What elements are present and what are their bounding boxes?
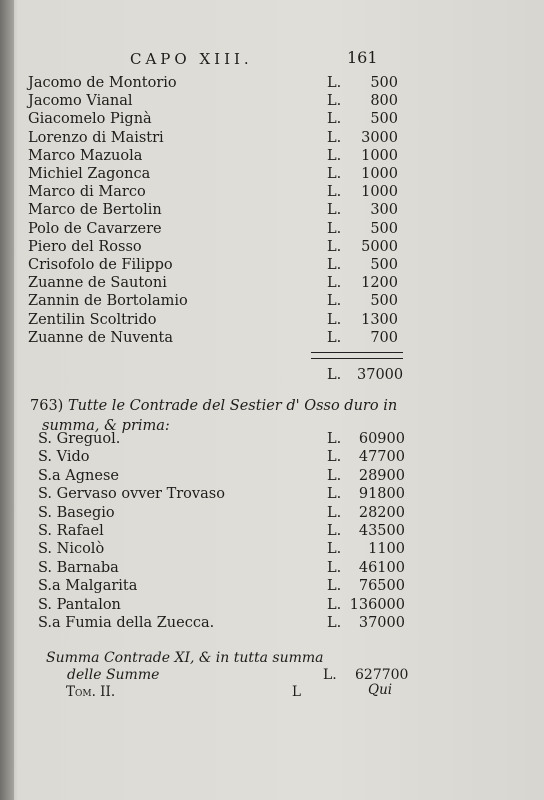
entry-name: S. Vido: [38, 449, 90, 466]
list-item: [28, 110, 398, 128]
entry-name: Marco di Marco: [28, 184, 146, 201]
entry-name: S.a Fumia della Zuecca.: [38, 615, 215, 631]
entry-amount: 300: [370, 202, 398, 219]
list-item: [38, 614, 405, 632]
entry-amount: 500: [370, 257, 398, 273]
entry-amount: 1000: [361, 166, 398, 182]
entry-name: S. Basegio: [38, 504, 115, 521]
list-item: [38, 540, 405, 558]
entry-lira: L.: [327, 449, 342, 466]
entry-lira: L.: [327, 615, 342, 631]
entry-lira: L.: [327, 541, 342, 558]
entry-name: Jacomo Vianal: [28, 93, 133, 110]
list-item: [28, 220, 398, 238]
entry-name: Giacomelo Pignà: [28, 111, 152, 128]
list-item: [38, 467, 405, 485]
entry-name: S. Pantalon: [38, 596, 121, 613]
entry-name: S.a Agnese: [38, 467, 119, 484]
list-item: [38, 559, 405, 577]
entry-amount: 500: [370, 111, 398, 128]
entry-name: Jacomo de Montorio: [28, 75, 177, 91]
entry-amount: 76500: [358, 578, 405, 595]
entry-lira: L.: [327, 596, 342, 613]
list-item: [28, 147, 398, 165]
entry-lira: L.: [327, 75, 342, 91]
list-item: [38, 485, 405, 503]
entry-amount: 43500: [358, 523, 405, 539]
entry-lira: L.: [327, 467, 342, 484]
entry-lira: L.: [327, 329, 342, 346]
entry-lira: L.: [327, 129, 342, 146]
entry-lira: L.: [327, 275, 342, 292]
entry-lira: L.: [327, 431, 342, 447]
section-number: 763): [30, 398, 64, 414]
summary-line2: delle Summe: [67, 667, 160, 683]
list-item: [38, 430, 405, 448]
entry-lira: L.: [327, 147, 342, 164]
list-item: [28, 256, 398, 274]
list-item: [38, 577, 405, 595]
entry-lira: L.: [327, 311, 342, 328]
entry-amount: 500: [370, 220, 398, 237]
entry-lira: L.: [327, 238, 342, 255]
running-header: [0, 48, 544, 70]
entry-amount: 3000: [361, 129, 398, 146]
entry-lira: L.: [327, 111, 342, 128]
list-item: [28, 238, 398, 256]
summary-amount: 627700: [355, 667, 409, 683]
list-item: [28, 329, 398, 347]
section-heading-line1: Tutte le Contrade del Sestier d' Osso duro in: [67, 398, 398, 414]
entry-amount: 37000: [358, 615, 405, 631]
summary-line1: Summa Contrade XI, & in tutta summa: [46, 650, 324, 666]
entry-amount: 5000: [361, 238, 398, 255]
entry-amount: 500: [370, 293, 398, 310]
list-item: [28, 274, 398, 292]
list-item: [28, 201, 398, 219]
signature-mark: L: [292, 684, 301, 700]
entry-amount: 1000: [361, 184, 398, 201]
entry-lira: L.: [327, 504, 342, 521]
entry-name: S. Greguol.: [38, 431, 121, 447]
entry-amount: 1100: [368, 541, 405, 558]
entry-amount: 91800: [358, 486, 405, 503]
entry-lira: L.: [327, 293, 342, 310]
entry-lira: L.: [327, 523, 342, 539]
entry-amount: 1300: [361, 311, 398, 328]
entry-lira: L.: [327, 184, 342, 201]
entry-name: Marco de Bertolin: [28, 202, 162, 219]
entry-lira: L.: [327, 559, 342, 576]
page-footer: [0, 680, 544, 700]
entry-lira: L.: [327, 166, 342, 182]
list-item: [28, 92, 398, 110]
entry-amount: 800: [370, 93, 398, 110]
entry-amount: 28200: [358, 504, 405, 521]
entry-name: Marco Mazuola: [28, 147, 143, 164]
list-item: [38, 522, 405, 540]
entry-name: Michiel Zagonca: [28, 166, 151, 182]
list-item: [28, 165, 398, 183]
list-item: [28, 183, 398, 201]
list-item: [28, 292, 398, 310]
total-lira: L.: [327, 367, 342, 383]
list-item: [38, 596, 405, 614]
entry-name: Zuanne de Nuventa: [28, 329, 174, 346]
entry-name: Piero del Rosso: [28, 238, 142, 255]
entry-name: Zannin de Bortolamio: [28, 293, 188, 310]
section-heading-line2: summa, & prima:: [42, 418, 170, 434]
entry-amount: 28900: [358, 467, 405, 484]
entry-name: S. Gervaso ovver Trovaso: [38, 486, 225, 503]
entry-amount: 1000: [361, 147, 398, 164]
entry-lira: L.: [327, 578, 342, 595]
entry-amount: 1200: [361, 275, 398, 292]
entry-amount: 60900: [358, 431, 405, 447]
list-total: [327, 367, 404, 383]
entry-amount: 700: [370, 329, 398, 346]
entry-lira: L.: [327, 93, 342, 110]
entry-name: S. Barnaba: [38, 559, 119, 576]
summary-lira: L.: [323, 667, 337, 683]
list-item: [38, 504, 405, 522]
entry-lira: L.: [327, 220, 342, 237]
page-number: 161: [347, 48, 378, 67]
total-rule: [311, 352, 403, 359]
entry-amount: 500: [370, 75, 398, 91]
entry-name: S. Rafael: [38, 523, 104, 539]
entry-amount: 46100: [358, 559, 405, 576]
entry-name: Zentilin Scoltrido: [28, 311, 157, 328]
total-amount: 37000: [357, 367, 404, 383]
chapter-title: CAPO XIII.: [130, 50, 253, 68]
entry-name: S.a Malgarita: [38, 578, 138, 595]
entry-name: Crisofolo de Filippo: [28, 257, 173, 273]
entry-amount: 136000: [349, 596, 405, 613]
entry-amount: 47700: [358, 449, 405, 466]
list-item: [38, 448, 405, 466]
tome-label: Tom. II.: [66, 684, 116, 700]
list-item: [28, 129, 398, 147]
entry-name: Lorenzo di Maistri: [28, 129, 164, 146]
entry-lira: L.: [327, 486, 342, 503]
list-item: [28, 74, 398, 92]
entry-name: Polo de Cavarzere: [28, 220, 162, 237]
entry-lira: L.: [327, 257, 342, 273]
entry-name: Zuanne de Sautoni: [28, 275, 167, 292]
entry-lira: L.: [327, 202, 342, 219]
entry-name: S. Nicolò: [38, 541, 105, 558]
catchword: Qui: [368, 682, 393, 698]
list-item: [28, 311, 398, 329]
